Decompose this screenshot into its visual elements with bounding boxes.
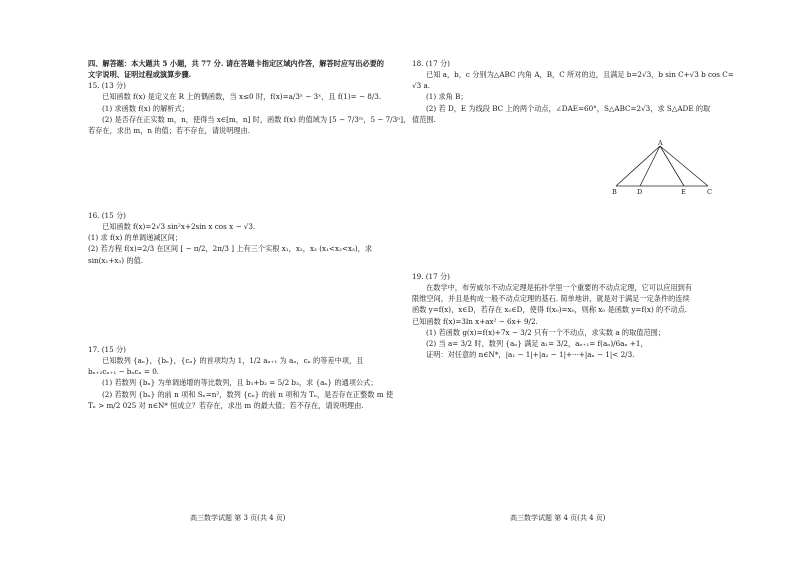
section-header-cont: 文字说明、证明过程或演算步骤. — [88, 70, 192, 80]
edge-ac — [660, 146, 708, 186]
right-footer: 高三数学试题 第 4 页(共 4 页) — [510, 514, 606, 522]
left-page — [88, 58, 411, 136]
q16-stem: 已知函数 f(x)=2√3 sin²x+2sin x cos x − √3. — [102, 222, 256, 232]
q16-number: 16. (15 分) — [88, 211, 126, 220]
q15-part2: (2) 是否存在正实数 m，n，使得当 x∈[m，n] 时，函数 f(x) 的值域为 [5 − 7/3ᵐ，5 − 7/3ⁿ]， — [102, 114, 411, 124]
question-19 — [412, 271, 717, 360]
left-footer: 高三数学试题 第 3 页(共 4 页) — [190, 514, 286, 522]
q15-part1: (1) 求函数 f(x) 的解析式； — [102, 103, 189, 113]
q19-line2: 限维空间，并且是构成一般不动点定理的基石. 简单地讲，就是对于满足一定条件的连续 — [412, 294, 690, 304]
q16-part1: (1) 求 f(x) 的单调递减区间； — [88, 233, 183, 243]
label-a: A — [658, 140, 663, 147]
q18-part2: (2) 若 D，E 为线段 BC 上的两个动点，∠DAE=60°，S△ABC=2√3，求 S△ADE 的取 — [426, 103, 711, 113]
q18-number: 18. (17 分) — [412, 59, 450, 68]
q17-part1: (1) 若数列 {bₙ} 为单调递增的等比数列，且 b₁+b₂ = 5/2 b₃，求 {aₙ} 的通项公式； — [102, 378, 378, 388]
triangle-figure — [608, 140, 720, 196]
edge-ae — [660, 146, 684, 186]
q19-line4: 已知函数 f(x)=3ln x+ax² − 6x+ 9/2. — [412, 316, 538, 326]
section-header: 四、解答题：本大题共 5 小题，共 77 分. 请在答题卡指定区域内作答，解答时应写出必要的 — [88, 59, 384, 68]
question-16 — [88, 210, 388, 266]
q19-line1: 在数学中，布劳威尔不动点定理是拓扑学里一个重要的不动点定理，它可以应用到有 — [426, 283, 692, 293]
q18-stem: 已知 a，b，c 分别为△ABC 内角 A，B，C 所对的边，且满足 b=2√3，b sin C+√3 b cos C= — [426, 70, 734, 80]
label-d: D — [637, 188, 643, 196]
question-17 — [88, 344, 394, 411]
q17-number: 17. (15 分) — [88, 345, 126, 354]
q17-stem: 已知数列 {aₙ}，{bₙ}，{cₙ} 的首项均为 1，1/2 aₙ₊₁ 为 aₙ，cₙ 的等差中项，且 — [102, 356, 364, 366]
q16-part2-cont: sin(x₁+x₃) 的值. — [88, 255, 144, 265]
q15-stem: 已知函数 f(x) 是定义在 R 上的偶函数，当 x≤0 时，f(x)=a/3ˣ − 3ˣ，且 f(1)= − 8/3. — [102, 92, 382, 102]
q16-part2: (2) 若方程 f(x)=2/3 在区间 [ − π/2，2π/3 ] 上有三个实根 x₁，x₂，x₃ (x₁<x₂<x₃)，求 — [88, 244, 373, 254]
q15-part2-cont: 若存在，求出 m，n 的值；若不存在，请说明理由. — [88, 125, 251, 135]
label-e: E — [681, 188, 686, 196]
q17-stem-cont: bₙ₊₂cₙ₊₁ − bₙcₙ = 0. — [88, 367, 160, 377]
edge-ab — [616, 146, 660, 186]
edge-ad — [640, 146, 660, 186]
q19-part2-cont: 证明：对任意的 n∈N*，|a₁ − 1|+|a₂ − 1|+···+|aₙ − 1|< 2/3. — [426, 350, 635, 360]
q19-number: 19. (17 分) — [412, 272, 450, 281]
question-15 — [88, 80, 411, 136]
question-18 — [412, 58, 734, 125]
q15-number: 15. (13 分) — [88, 81, 126, 91]
q17-part2-cont: Tₙ > m/2 025 对 n∈N* 恒成立？若存在，求出 m 的最大值；若不存在，请说明理由. — [88, 400, 364, 410]
q19-line3: 函数 y=f(x)，x∈D，若存在 x₀∈D，使得 f(x₀)=x₀，则称 x₀ 是函数 y=f(x) 的不动点. — [412, 305, 688, 315]
label-b: B — [612, 188, 617, 196]
q19-part2: (2) 当 a= 3/2 时，数列 {aₙ} 满足 a₁= 3/2，aₙ₊₁= f(aₙ)/6aₙ +1， — [426, 338, 648, 348]
q17-part2: (2) 若数列 {bₙ} 的前 n 项和 Sₙ=n²，数列 {cₙ} 的前 n 项和为 Tₙ，是否存在正整数 m 使 — [102, 389, 394, 399]
q18-part1: (1) 求角 B； — [426, 92, 468, 102]
label-c: C — [707, 188, 712, 196]
q19-part1: (1) 若函数 g(x)=f(x)+7x − 3/2 只有一个不动点，求实数 a 的取值范围； — [426, 327, 666, 337]
q18-part2-cont: 值范围. — [412, 114, 436, 124]
q18-stem-cont: √3 a. — [412, 81, 431, 91]
